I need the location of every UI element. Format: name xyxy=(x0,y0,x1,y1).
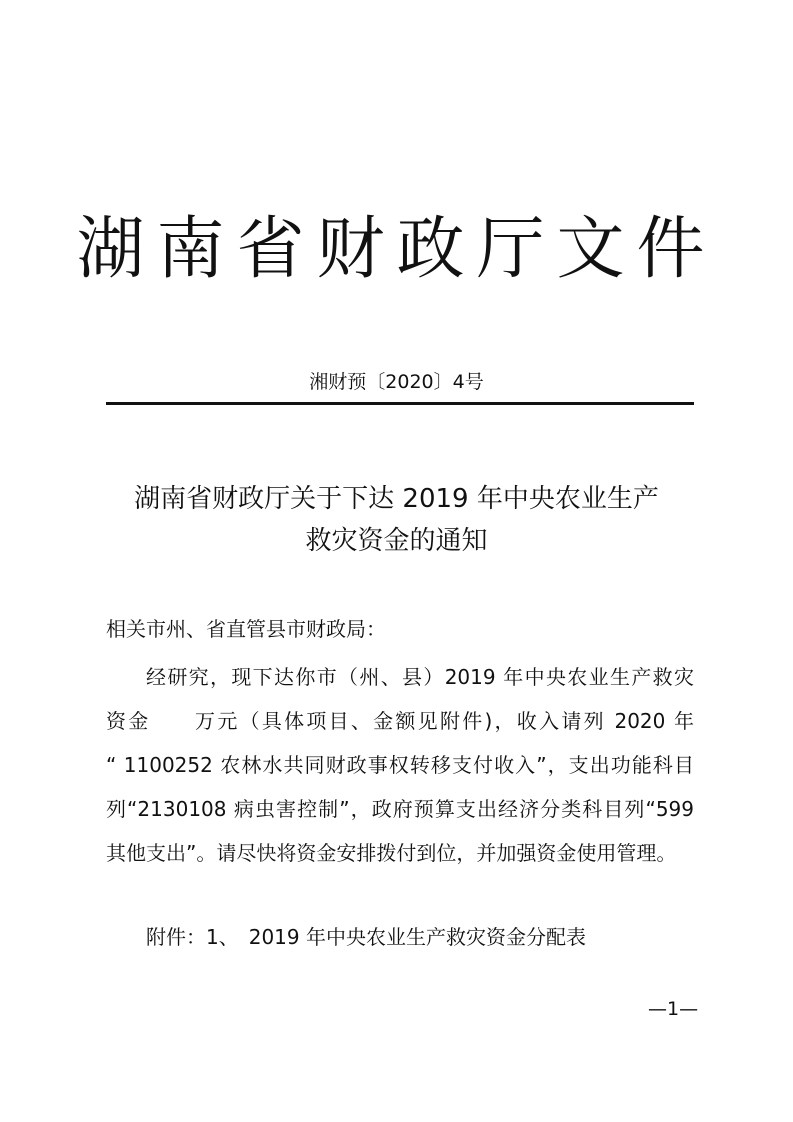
document-header-title: 湖南省财政厅文件 xyxy=(76,210,717,289)
body-line-1: 经研究，现下达你市（州、县）2019 年中央农业生产救灾 xyxy=(146,665,694,689)
body-line-5: 其他支出”。请尽快将资金安排拨付到位，并加强资金使用管理。 xyxy=(106,841,677,865)
notice-title xyxy=(80,478,713,562)
attachment-line: 附件：1、 2019 年中央农业生产救灾资金分配表 xyxy=(146,925,586,949)
page-number: —1— xyxy=(648,998,699,1020)
notice-title-line-2: 救灾资金的通知 xyxy=(305,526,488,556)
body-line-2: 资金 万元（具体项目、金额见附件)，收入请列 2020 年 xyxy=(106,709,694,733)
notice-title-line-1: 湖南省财政厅关于下达 2019 年中央农业生产 xyxy=(134,484,659,514)
header-divider xyxy=(106,402,694,405)
body-line-4: 列“2130108 病虫害控制”，政府预算支出经济分类科目列“599 xyxy=(106,797,694,821)
body-line-3: “ 1100252 农林水共同财政事权转移支付收入”，支出功能科目 xyxy=(106,753,694,777)
document-number: 湘财预〔2020〕4号 xyxy=(309,371,484,393)
salutation: 相关市州、省直管县市财政局： xyxy=(106,617,386,641)
